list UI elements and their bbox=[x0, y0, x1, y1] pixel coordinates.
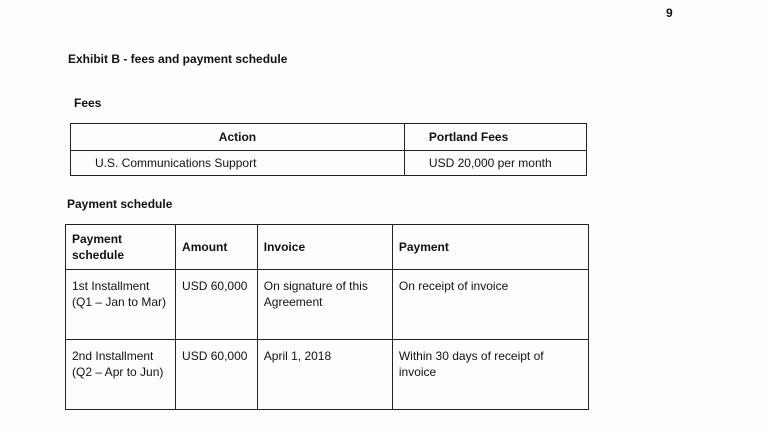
installment-cell: 1st Installment (Q1 – Jan to Mar) bbox=[66, 270, 176, 340]
fees-header-portland-fees: Portland Fees bbox=[404, 124, 586, 151]
amount-cell: USD 60,000 bbox=[176, 270, 258, 340]
page-number: 9 bbox=[666, 6, 673, 20]
payment-header-schedule: Payment schedule bbox=[66, 225, 176, 270]
fees-header-action: Action bbox=[71, 124, 405, 151]
payment-cell: On receipt of invoice bbox=[392, 270, 588, 340]
payment-schedule-table bbox=[65, 224, 589, 410]
payment-header-invoice: Invoice bbox=[257, 225, 392, 270]
payment-header-payment: Payment bbox=[392, 225, 588, 270]
table-row bbox=[66, 340, 589, 410]
fees-cell-action: U.S. Communications Support bbox=[71, 151, 405, 176]
payment-schedule-heading: Payment schedule bbox=[67, 197, 173, 211]
fees-heading: Fees bbox=[74, 96, 102, 110]
table-row bbox=[66, 270, 589, 340]
invoice-cell: On signature of this Agreement bbox=[257, 270, 392, 340]
fees-cell-amount: USD 20,000 per month bbox=[404, 151, 586, 176]
fees-table bbox=[70, 123, 587, 176]
fees-header-row bbox=[71, 124, 587, 151]
installment-cell: 2nd Installment (Q2 – Apr to Jun) bbox=[66, 340, 176, 410]
payment-header-amount: Amount bbox=[176, 225, 258, 270]
payment-cell: Within 30 days of receipt of invoice bbox=[392, 340, 588, 410]
exhibit-title: Exhibit B - fees and payment schedule bbox=[68, 52, 288, 66]
payment-header-row bbox=[66, 225, 589, 270]
invoice-cell: April 1, 2018 bbox=[257, 340, 392, 410]
amount-cell: USD 60,000 bbox=[176, 340, 258, 410]
table-row bbox=[71, 151, 587, 176]
